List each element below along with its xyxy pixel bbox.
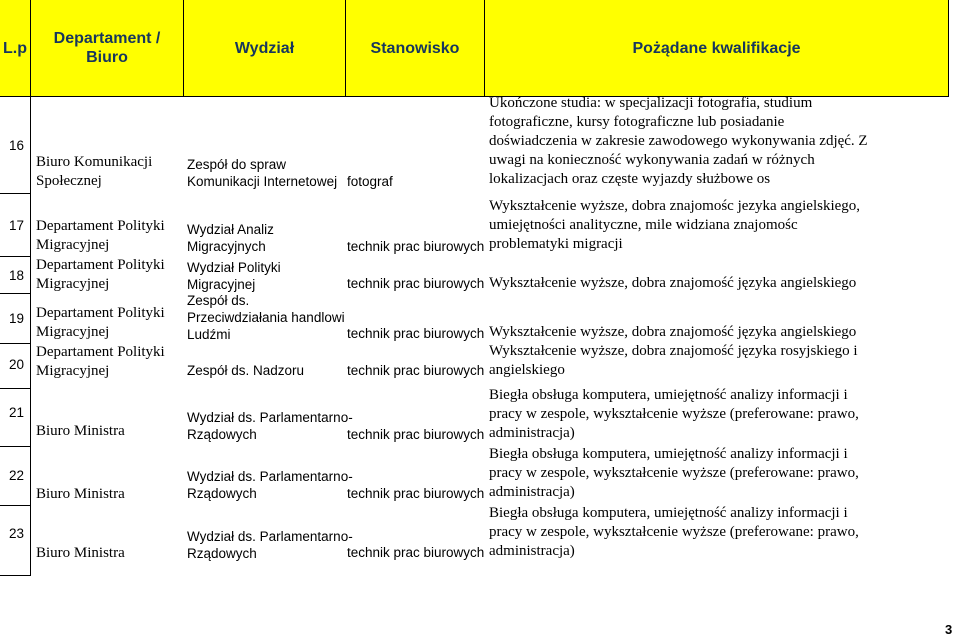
row-kwalifikacje: Biegła obsługa komputera, umiejętność analizy informacji i pracy w zespole, wykształcenie wyższe (preferowane: prawo, administracja) <box>489 387 859 441</box>
page-number: 3 <box>945 622 953 637</box>
header-wydzial-label: Wydział <box>234 39 295 57</box>
row-kwalifikacje: Ukończone studia: w specjalizacji fotografia, studium fotograficzne, kursy fotograficzne lub posiadanie doświadczenia w zakresie zawodowego wykonywania zdjęć. Z uwagi na konieczność wykonywania zadań w różnych lokalizacjach oraz częste wyjazdy służbowe os <box>489 95 868 187</box>
header-kwalifikacje-label: Pożądane kwalifikacje <box>632 39 801 57</box>
grid-line <box>183 0 184 96</box>
row-kwalifikacje: Wykształcenie wyższe, dobra znajomość języka rosyjskiego i angielskiego <box>489 343 858 378</box>
grid-line <box>0 446 31 447</box>
row-lp: 23 <box>9 526 25 541</box>
grid-line <box>345 0 346 96</box>
grid-line <box>0 343 31 344</box>
row-stanowisko: technik prac biurowych <box>347 239 485 254</box>
row-departament: Biuro Ministra <box>36 486 125 502</box>
grid-line <box>0 256 31 257</box>
row-stanowisko: technik prac biurowych <box>347 363 485 378</box>
row-kwalifikacje: Biegła obsługa komputera, umiejętność analizy informacji i pracy w zespole, wykształcenie wyższe (preferowane: prawo, administracja) <box>489 446 859 500</box>
row-lp: 22 <box>9 468 25 483</box>
row-wydzial: Wydział ds. Parlamentarno- Rządowych <box>187 410 353 442</box>
row-departament: Departament Polityki Migracyjnej <box>36 257 165 292</box>
row-stanowisko: technik prac biurowych <box>347 545 485 560</box>
grid-line <box>30 0 31 575</box>
row-stanowisko: technik prac biurowych <box>347 427 485 442</box>
header-kwalifikacje <box>485 0 948 96</box>
row-wydzial: Wydział Polityki Migracyjnej <box>187 260 281 292</box>
row-kwalifikacje: Biegła obsługa komputera, umiejętność analizy informacji i pracy w zespole, wykształcenie wyższe (preferowane: prawo, administracja) <box>489 505 859 559</box>
row-wydzial: Zespół do spraw Komunikacji Internetowej <box>187 157 338 189</box>
row-stanowisko: technik prac biurowych <box>347 486 485 501</box>
row-departament: Departament Polityki Migracyjnej <box>36 305 165 340</box>
grid-line <box>948 0 949 96</box>
row-kwalifikacje: Wykształcenie wyższe, dobra znajomość języka angielskiego <box>489 324 857 340</box>
row-lp: 19 <box>9 311 25 326</box>
row-lp: 21 <box>9 405 25 420</box>
header-departament <box>31 0 183 96</box>
row-wydzial: Wydział ds. Parlamentarno- Rządowych <box>187 469 353 501</box>
grid-line <box>0 388 31 389</box>
row-departament: Biuro Ministra <box>36 423 125 439</box>
grid-line <box>0 293 31 294</box>
row-wydzial: Zespół ds. Przeciwdziałania handlowi Ludźmi <box>187 293 345 342</box>
header-lp-label: L.p <box>3 39 27 57</box>
row-departament: Biuro Ministra <box>36 545 125 561</box>
row-departament: Departament Polityki Migracyjnej <box>36 218 165 253</box>
row-wydzial: Wydział Analiz Migracyjnych <box>187 222 274 254</box>
grid-line <box>484 0 485 96</box>
grid-line <box>0 193 31 194</box>
row-wydzial: Wydział ds. Parlamentarno- Rządowych <box>187 529 353 561</box>
row-stanowisko: technik prac biurowych <box>347 276 485 291</box>
header-lp <box>0 0 30 96</box>
header-stanowisko <box>346 0 484 96</box>
grid-line <box>0 505 31 506</box>
row-lp: 16 <box>9 138 25 153</box>
grid-line <box>0 575 31 576</box>
row-kwalifikacje: Wykształcenie wyższe, dobra znajomośc jezyka angielskiego, umiejętności analityczne, mile widziana znajomośc problematyki migracji <box>489 198 861 252</box>
row-lp: 18 <box>9 268 25 283</box>
header-stanowisko-label: Stanowisko <box>370 39 460 57</box>
header-wydzial <box>184 0 345 96</box>
row-departament: Biuro Komunikacji Społecznej <box>36 154 153 189</box>
row-stanowisko: fotograf <box>347 174 393 189</box>
row-wydzial: Zespół ds. Nadzoru <box>187 363 305 378</box>
header-departament-label: Departament / Biuro <box>53 30 161 66</box>
row-stanowisko: technik prac biurowych <box>347 326 485 341</box>
row-departament: Departament Polityki Migracyjnej <box>36 344 165 379</box>
row-lp: 17 <box>9 218 25 233</box>
row-lp: 20 <box>9 357 25 372</box>
row-kwalifikacje: Wykształcenie wyższe, dobra znajomość języka angielskiego <box>489 275 857 291</box>
